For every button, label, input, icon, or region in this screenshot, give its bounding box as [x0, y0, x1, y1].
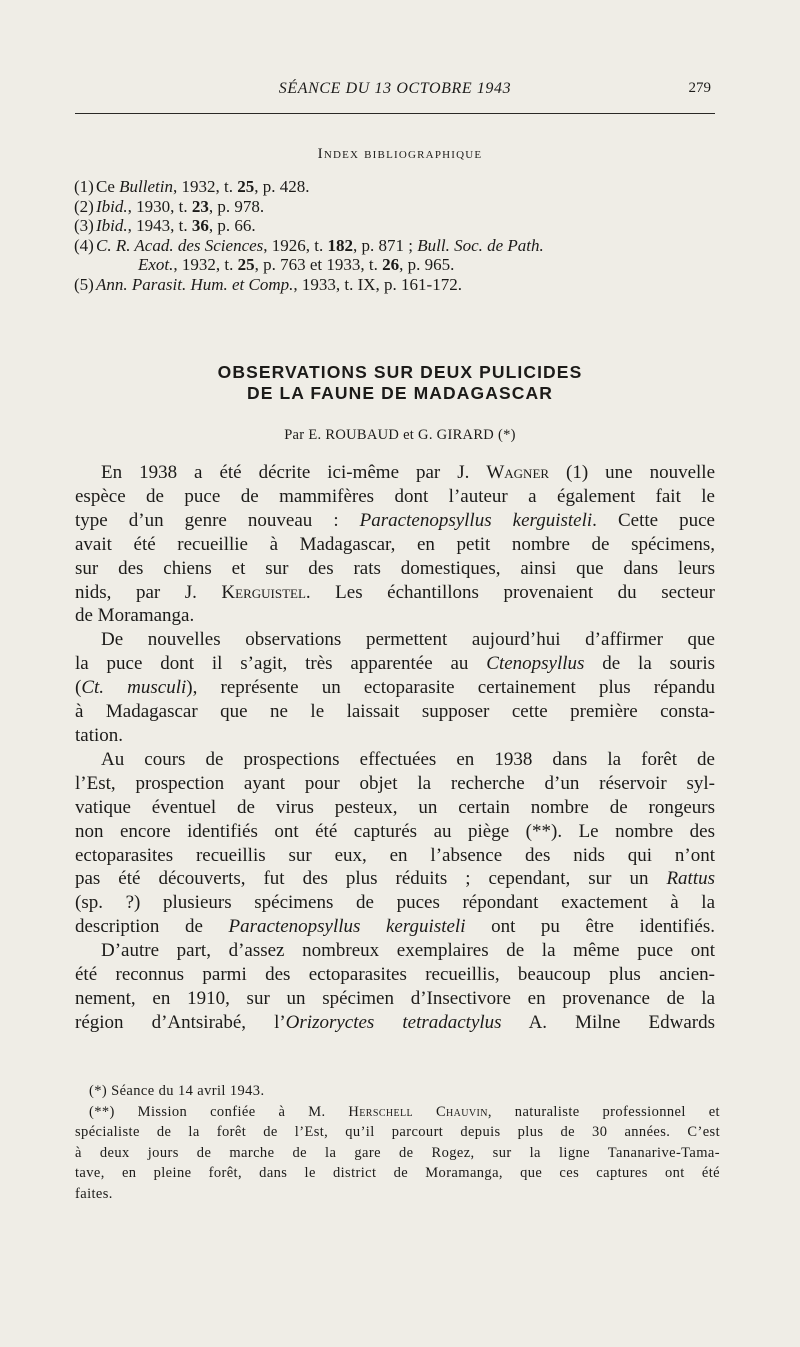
ref-volume: 23	[191, 196, 209, 216]
ref-text: , p. 965.	[399, 255, 455, 274]
ref-journal: Bull. Soc. de Path.	[417, 235, 544, 255]
ref-text: , 1926, t.	[263, 235, 328, 255]
body-line: été reconnus parmi des ectoparasites recueillis, beaucoup plus ancien-	[75, 964, 715, 986]
ref-text: , p. 978.	[208, 196, 265, 216]
body-line	[75, 581, 715, 605]
article-title	[0, 362, 800, 404]
person-name: Herschell Chauvin	[348, 1103, 488, 1120]
body-line: espèce de puce de mammifères dont l’auteur a également fait le	[75, 485, 715, 507]
text-run: région d’Antsirabé, l’	[75, 1011, 286, 1033]
ref-text: , 1932, t.	[173, 255, 238, 274]
article-authors: Par E. ROUBAUD et G. GIRARD (*)	[284, 427, 516, 443]
ref-text: , 1932, t.	[172, 177, 238, 196]
reference-item	[74, 197, 734, 217]
text-run: de la souris	[584, 653, 715, 675]
text-run: ont pu être identifiés.	[465, 916, 715, 938]
ref-text: , p. 871 ;	[353, 235, 418, 255]
species-name: Ctenopsyllus	[486, 653, 585, 675]
body-line	[75, 915, 715, 939]
text-run: En 1938 a été décrite ici-même par J.	[101, 462, 487, 483]
footnote-2-line: faites.	[75, 1185, 113, 1202]
reference-continuation	[74, 255, 734, 275]
reference-number: (1)	[74, 177, 94, 196]
ref-volume: 182	[327, 235, 354, 255]
reference-list	[74, 177, 734, 294]
text-run: A. Milne Edwards	[501, 1011, 715, 1033]
text-run: pas été découverts, fut des plus réduits ; cependant, sur un	[75, 868, 667, 890]
text-run: description de	[75, 916, 229, 938]
ref-text: , 1933, t. IX, p. 161-172.	[293, 274, 462, 294]
reference-item	[74, 216, 734, 236]
body-line: ectoparasites recueillis sur eux, en l’absence des nids qui n’ont	[75, 844, 715, 866]
body-line: à Madagascar que ne le laissait supposer cette première consta-	[75, 701, 715, 723]
body-line	[75, 676, 715, 700]
body-line: De nouvelles observations permettent aujourd’hui d’affirmer que	[101, 629, 715, 651]
index-title	[0, 146, 800, 163]
ref-journal: C. R. Acad. des Sciences	[96, 235, 264, 255]
reference-item	[74, 275, 734, 295]
ref-text: , p. 763 et 1933, t.	[254, 255, 383, 274]
body-line: de Moramanga.	[75, 605, 195, 627]
body-line: non encore identifiés ont été capturés au piège (**). Le nombre des	[75, 820, 715, 842]
ref-journal: Ann. Parasit. Hum. et Comp.	[96, 274, 294, 294]
body-line: vatique éventuel de virus pesteux, un certain nombre de rongeurs	[75, 796, 715, 818]
body-line: nement, en 1910, sur un spécimen d’Insectivore en provenance de la	[75, 987, 715, 1009]
species-name: Paractenopsyllus kerguisteli	[359, 509, 593, 531]
reference-number: (3)	[74, 216, 94, 235]
index-title-text: Index bibliographique	[317, 146, 483, 162]
text-run: . Cette puce	[592, 509, 715, 531]
article-title-line: DE LA FAUNE DE MADAGASCAR	[247, 383, 553, 403]
ref-journal: Exot.	[138, 255, 174, 274]
body-line	[75, 461, 715, 485]
text-run: type d’un genre nouveau :	[75, 509, 360, 531]
body-line	[75, 867, 715, 891]
text-run: ), représente un ectoparasite certainement plus répandu	[186, 677, 715, 699]
species-name: Orizoryctes tetradactylus	[285, 1011, 502, 1033]
ref-volume: 25	[237, 177, 255, 196]
text-run: (	[75, 677, 82, 699]
running-head	[75, 80, 715, 104]
article-body	[75, 461, 715, 1035]
reference-number: (4)	[74, 235, 94, 255]
author-name: Wagner	[486, 462, 550, 483]
body-line: Au cours de prospections effectuées en 1938 dans la forêt de	[101, 748, 715, 770]
species-name: Rattus	[666, 868, 715, 890]
ref-journal: Ibid.	[96, 196, 128, 216]
species-name: Ct. musculi	[81, 677, 187, 699]
text-run: la puce dont il s’agit, très apparentée au	[75, 653, 487, 675]
reference-item	[74, 177, 734, 197]
reference-item	[74, 236, 734, 256]
footnote-2-line	[75, 1102, 720, 1123]
text-run: nids, par J.	[75, 581, 222, 603]
body-line: tation.	[75, 724, 124, 746]
body-line: avait été recueillie à Madagascar, en petit nombre de spécimens,	[75, 533, 715, 555]
page-number: 279	[688, 80, 711, 96]
footnote-2-line: à deux jours de marche de la gare de Rogez, sur la ligne Tananarive-Tama-	[75, 1144, 720, 1161]
running-head-title: SÉANCE DU 13 OCTOBRE 1943	[278, 80, 512, 97]
author-name: Kerguistel	[221, 581, 306, 603]
footnote-2-line: tave, en pleine forêt, dans le district de Moramanga, que ces captures ont été	[75, 1165, 720, 1181]
header-rule	[75, 113, 715, 114]
ref-text: , p. 66.	[208, 216, 256, 235]
ref-text: , 1930, t.	[127, 196, 192, 216]
ref-journal: Bulletin	[119, 177, 173, 196]
ref-volume: 26	[382, 255, 400, 274]
body-line	[75, 509, 715, 533]
body-line	[75, 652, 715, 676]
ref-journal: Ibid.	[96, 216, 128, 235]
text-run: (1) une nouvelle	[549, 462, 715, 483]
text-run: . Les échantillons provenaient du secteur	[305, 581, 715, 603]
text-run: , naturaliste professionnel et	[487, 1103, 720, 1120]
article-title-line: OBSERVATIONS SUR DEUX PULICIDES	[217, 362, 583, 382]
reference-number: (2)	[74, 196, 94, 216]
ref-text: Ce	[96, 177, 120, 196]
body-line	[75, 1011, 715, 1035]
body-line: D’autre part, d’assez nombreux exemplaires de la même puce ont	[101, 940, 715, 962]
species-name: Paractenopsyllus kerguisteli	[228, 916, 466, 938]
reference-number: (5)	[74, 274, 94, 294]
text-run: (**) Mission confiée à M.	[89, 1103, 349, 1120]
footnotes	[75, 1081, 720, 1204]
ref-text: , p. 428.	[254, 177, 310, 196]
body-line: (sp. ?) plusieurs spécimens de puces répondant exactement à la	[75, 892, 715, 914]
body-line: sur des chiens et sur des rats domestiques, ainsi que dans leurs	[75, 557, 715, 579]
footnote-2-line: spécialiste de la forêt de l’Est, qu’il parcourt depuis plus de 30 années. C’est	[75, 1124, 720, 1140]
ref-volume: 25	[237, 255, 255, 274]
body-line: l’Est, prospection ayant pour objet la recherche d’un réservoir syl-	[75, 772, 715, 794]
ref-volume: 36	[191, 216, 209, 235]
footnote-1: (*) Séance du 14 avril 1943.	[89, 1083, 265, 1099]
ref-text: , 1943, t.	[127, 216, 192, 235]
